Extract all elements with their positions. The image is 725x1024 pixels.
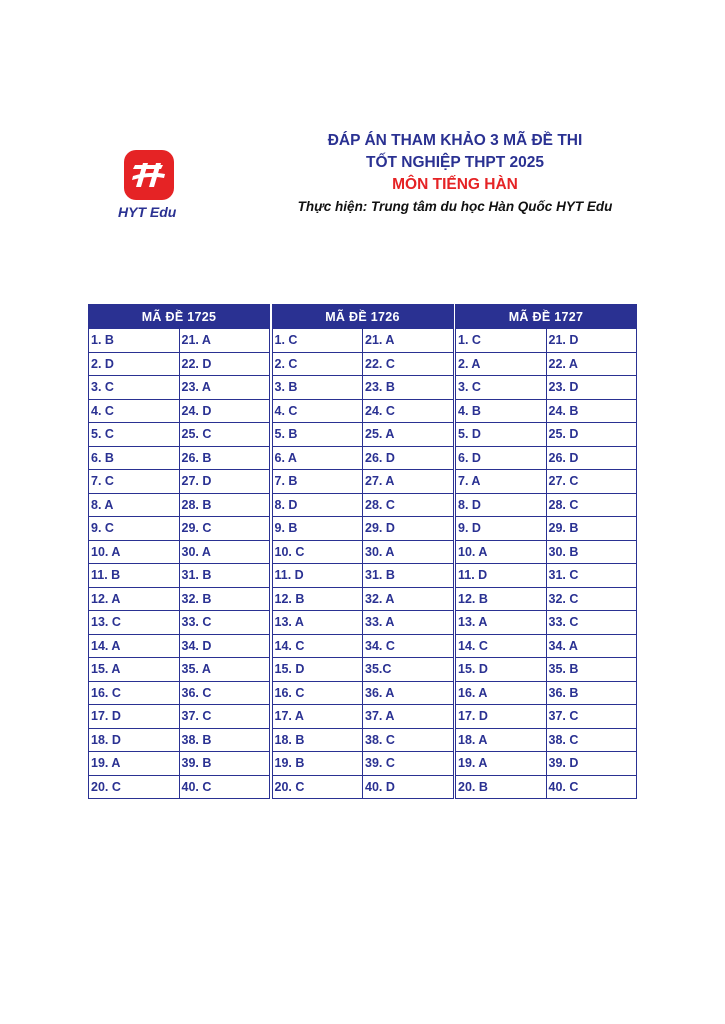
answer-cell: 4. B (456, 400, 547, 424)
answer-cell: 35. B (547, 658, 638, 682)
answer-cell: 21. A (363, 329, 454, 353)
answer-cell: 22. D (180, 353, 271, 377)
brand-name: HYT Edu (118, 204, 177, 220)
answer-cell: 28. B (180, 494, 271, 518)
answer-cell: 3. C (456, 376, 547, 400)
subject-title: MÔN TIẾNG HÀN (392, 176, 518, 193)
answer-cell: 30. A (363, 541, 454, 565)
answer-cell: 27. D (180, 470, 271, 494)
answer-cell: 1. C (456, 329, 547, 353)
answer-cell: 13. A (273, 611, 364, 635)
answer-cell: 32. C (547, 588, 638, 612)
answer-cell: 23. A (180, 376, 271, 400)
answer-cell: 17. A (273, 705, 364, 729)
answer-cell: 28. C (547, 494, 638, 518)
answer-grid (88, 329, 270, 799)
answer-cell: 9. C (89, 517, 180, 541)
answer-grid (455, 329, 637, 799)
answer-grid (272, 329, 454, 799)
answer-cell: 26. D (363, 447, 454, 471)
answer-cell: 7. A (456, 470, 547, 494)
answer-cell: 31. B (363, 564, 454, 588)
answer-cell: 3. C (89, 376, 180, 400)
answer-cell: 18. D (89, 729, 180, 753)
answer-tables (88, 304, 636, 800)
answer-cell: 26. D (547, 447, 638, 471)
answer-cell: 40. C (180, 776, 271, 800)
exam-table-2 (272, 304, 454, 799)
answer-cell: 12. B (273, 588, 364, 612)
answer-cell: 17. D (456, 705, 547, 729)
answer-cell: 33. C (180, 611, 271, 635)
answer-cell: 15. D (456, 658, 547, 682)
answer-cell: 35.C (363, 658, 454, 682)
answer-cell: 17. D (89, 705, 180, 729)
answer-cell: 16. C (273, 682, 364, 706)
answer-cell: 20. B (456, 776, 547, 800)
answer-cell: 10. A (456, 541, 547, 565)
answer-cell: 31. C (547, 564, 638, 588)
answer-cell: 16. C (89, 682, 180, 706)
answer-cell: 22. A (547, 353, 638, 377)
answer-cell: 40. C (547, 776, 638, 800)
answer-cell: 23. D (547, 376, 638, 400)
answer-cell: 34. D (180, 635, 271, 659)
answer-cell: 25. C (180, 423, 271, 447)
answer-cell: 30. A (180, 541, 271, 565)
answer-cell: 34. C (363, 635, 454, 659)
answer-cell: 11. D (456, 564, 547, 588)
answer-cell: 9. B (273, 517, 364, 541)
answer-cell: 38. C (547, 729, 638, 753)
answer-cell: 15. A (89, 658, 180, 682)
answer-cell: 27. C (547, 470, 638, 494)
exam-code-header: MÃ ĐỀ 1726 (272, 304, 454, 329)
answer-cell: 21. D (547, 329, 638, 353)
answer-cell: 22. C (363, 353, 454, 377)
answer-cell: 33. A (363, 611, 454, 635)
answer-cell: 38. C (363, 729, 454, 753)
brand-logo (118, 150, 188, 220)
answer-cell: 12. A (89, 588, 180, 612)
exam-table-3 (455, 304, 637, 799)
answer-cell: 12. B (456, 588, 547, 612)
exam-table-1 (88, 304, 270, 799)
exam-code-header: MÃ ĐỀ 1725 (88, 304, 270, 329)
answer-cell: 20. C (89, 776, 180, 800)
answer-cell: 28. C (363, 494, 454, 518)
answer-cell: 1. C (273, 329, 364, 353)
exam-code-header: MÃ ĐỀ 1727 (455, 304, 637, 329)
answer-cell: 4. C (89, 400, 180, 424)
answer-cell: 27. A (363, 470, 454, 494)
answer-cell: 1. B (89, 329, 180, 353)
answer-cell: 7. C (89, 470, 180, 494)
credit-line: Thực hiện: Trung tâm du học Hàn Quốc HYT Edu (297, 199, 613, 214)
answer-cell: 9. D (456, 517, 547, 541)
answer-cell: 34. A (547, 635, 638, 659)
answer-cell: 32. A (363, 588, 454, 612)
answer-cell: 37. C (547, 705, 638, 729)
answer-cell: 36. B (547, 682, 638, 706)
answer-cell: 29. D (363, 517, 454, 541)
answer-cell: 10. A (89, 541, 180, 565)
answer-cell: 2. D (89, 353, 180, 377)
answer-cell: 14. C (456, 635, 547, 659)
title-line-2: TỐT NGHIỆP THPT 2025 (365, 154, 544, 171)
answer-cell: 26. B (180, 447, 271, 471)
answer-cell: 19. B (273, 752, 364, 776)
answer-cell: 5. D (456, 423, 547, 447)
answer-cell: 19. A (456, 752, 547, 776)
answer-cell: 37. A (363, 705, 454, 729)
answer-cell: 6. B (89, 447, 180, 471)
answer-cell: 14. C (273, 635, 364, 659)
answer-cell: 25. D (547, 423, 638, 447)
answer-cell: 36. A (363, 682, 454, 706)
answer-cell: 24. C (363, 400, 454, 424)
answer-cell: 2. A (456, 353, 547, 377)
answer-cell: 39. B (180, 752, 271, 776)
answer-cell: 14. A (89, 635, 180, 659)
answer-cell: 25. A (363, 423, 454, 447)
answer-cell: 32. B (180, 588, 271, 612)
answer-cell: 8. D (456, 494, 547, 518)
answer-cell: 4. C (273, 400, 364, 424)
answer-cell: 8. D (273, 494, 364, 518)
answer-cell: 39. C (363, 752, 454, 776)
answer-cell: 21. A (180, 329, 271, 353)
answer-cell: 3. B (273, 376, 364, 400)
answer-cell: 5. B (273, 423, 364, 447)
answer-cell: 8. A (89, 494, 180, 518)
title-line-1: ĐÁP ÁN THAM KHẢO 3 MÃ ĐỀ THI (327, 132, 583, 149)
answer-cell: 23. B (363, 376, 454, 400)
answer-cell: 6. D (456, 447, 547, 471)
answer-cell: 10. C (273, 541, 364, 565)
answer-cell: 24. D (180, 400, 271, 424)
answer-cell: 11. B (89, 564, 180, 588)
document-header (270, 130, 640, 218)
answer-cell: 29. B (547, 517, 638, 541)
answer-cell: 7. B (273, 470, 364, 494)
answer-cell: 31. B (180, 564, 271, 588)
answer-cell: 37. C (180, 705, 271, 729)
answer-cell: 18. B (273, 729, 364, 753)
answer-cell: 18. A (456, 729, 547, 753)
answer-cell: 5. C (89, 423, 180, 447)
answer-cell: 33. C (547, 611, 638, 635)
answer-cell: 2. C (273, 353, 364, 377)
answer-cell: 40. D (363, 776, 454, 800)
answer-cell: 13. A (456, 611, 547, 635)
answer-cell: 19. A (89, 752, 180, 776)
answer-cell: 6. A (273, 447, 364, 471)
answer-cell: 16. A (456, 682, 547, 706)
answer-cell: 39. D (547, 752, 638, 776)
answer-cell: 13. C (89, 611, 180, 635)
hyt-logo-icon (124, 150, 174, 200)
answer-cell: 11. D (273, 564, 364, 588)
answer-cell: 24. B (547, 400, 638, 424)
answer-cell: 30. B (547, 541, 638, 565)
answer-cell: 36. C (180, 682, 271, 706)
answer-cell: 20. C (273, 776, 364, 800)
answer-cell: 38. B (180, 729, 271, 753)
answer-cell: 29. C (180, 517, 271, 541)
answer-cell: 15. D (273, 658, 364, 682)
answer-cell: 35. A (180, 658, 271, 682)
